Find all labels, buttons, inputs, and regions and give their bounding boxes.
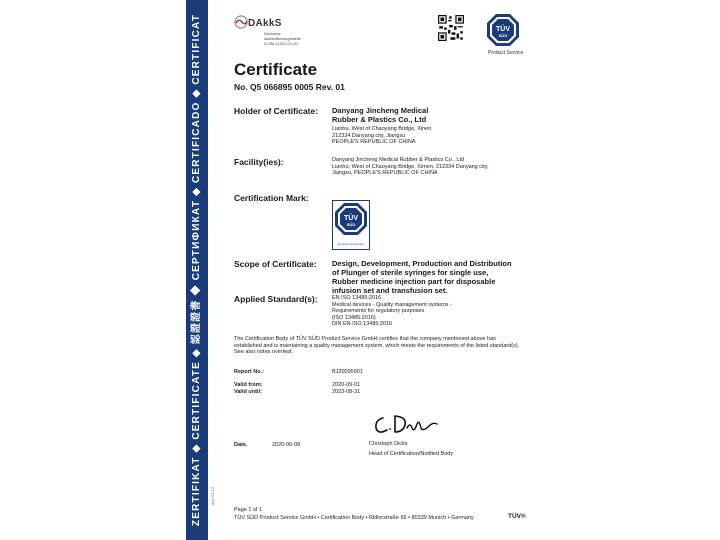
mark-brand-text: TÜV xyxy=(344,215,358,222)
report-label: Report No.: xyxy=(234,369,264,375)
certification-mark-logo xyxy=(332,200,370,250)
valid-from-label: Valid from: xyxy=(234,382,263,388)
dakks-name: DAkkS xyxy=(248,18,282,29)
form-code: A4 / 07.12 xyxy=(210,486,215,505)
report-number: BJ20095901 xyxy=(332,369,363,375)
qr-code-icon xyxy=(438,15,464,41)
footer-tuv-brand: TÜV® xyxy=(508,513,526,520)
scope-line: Rubber medicine injection part for disposable xyxy=(332,277,496,286)
mark-sub-text: SÜD xyxy=(346,222,356,227)
tuv-sub-text: SÜD xyxy=(498,33,508,38)
valid-from-date: 2020-09-01 xyxy=(332,382,361,388)
signer-name: Christoph Dicks xyxy=(369,441,408,447)
standard-line: Medical devices - Quality management systems - xyxy=(332,301,452,308)
footer-address: TÜV SÜD Product Service GmbH • Certification Body • Ridlerstraße 65 • 80339 Munich • Germany xyxy=(234,515,474,521)
mark-url-text: tuv-sud.com/ps-cert xyxy=(337,242,365,246)
multilingual-side-band xyxy=(186,0,208,540)
tuv-sud-octagon-logo xyxy=(486,13,520,47)
standard-line: DIN EN ISO 13485:2016 xyxy=(332,321,393,327)
dakks-line-2: Akkreditierungsstelle xyxy=(264,36,301,41)
scope-line: Design, Development, Production and Distribution xyxy=(332,259,512,268)
page-count: Page 1 of 1 xyxy=(234,507,263,513)
facility-line: Lianhu, West of Chaoyang Bridge, Ximen, 212334 Danyang city, xyxy=(332,163,489,170)
valid-until-label: Valid until: xyxy=(234,389,262,395)
holder-address-line: Lianhu, West of Chaoyang Bridge, Xinen xyxy=(332,126,432,132)
scope-label: Scope of Certificate: xyxy=(234,259,317,269)
certificate-number: No. Q5 066895 0005 Rev. 01 xyxy=(234,82,345,92)
valid-until-date: 2023-08-31 xyxy=(332,389,361,395)
dakks-line-1: Deutsche xyxy=(264,31,281,36)
standard-line: (ISO 13485:2016) xyxy=(332,314,376,321)
holder-label: Holder of Certificate: xyxy=(234,106,319,116)
standard-line: Requirements for regulatory purposes xyxy=(332,308,425,314)
side-band-text: ZERTIFIKAT ◆ CERTIFICATE ◆ 認證證書 ◆ СЕРТИФИКАТ ◆ CERTIFICADO ◆ CERTIFICAT xyxy=(191,13,202,527)
holder-name-line-2: Rubber & Plastics Co., Ltd xyxy=(332,115,427,124)
handwritten-signature xyxy=(371,410,441,440)
tuv-brand-text: TÜV xyxy=(496,26,510,33)
date-label: Date, xyxy=(234,442,248,448)
scope-line: infusion set and transfusion set. xyxy=(332,286,448,295)
certification-mark-label: Certification Mark: xyxy=(234,193,309,203)
product-service-caption: Product Service xyxy=(488,50,524,56)
facility-line: Danyang Jincheng Medical Rubber & Plastics Co., Ltd xyxy=(332,157,465,163)
scope-line: of Plunger of sterile syringes for single use, xyxy=(332,268,489,277)
dakks-accreditation-number: D-ZM-11321-01-00 xyxy=(264,41,298,46)
dakks-emblem-icon xyxy=(234,15,248,29)
holder-name-line-1: Danyang Jincheng Medical xyxy=(332,106,429,115)
certificate-document xyxy=(186,0,530,540)
standard-line: EN ISO 13485:2016 xyxy=(332,295,382,301)
dakks-logo xyxy=(234,13,306,45)
facility-label: Facility(ies): xyxy=(234,157,284,167)
standards-label: Applied Standard(s): xyxy=(234,294,318,304)
holder-address-line: PEOPLE'S REPUBLIC OF CHINA xyxy=(332,139,416,145)
issue-date: 2020-06-08 xyxy=(272,442,301,448)
signer-title: Head of Certification/Notified Body xyxy=(369,451,454,457)
certification-statement: The Certification Body of TÜV SÜD Product Service GmbH certifies that the company mentioned above has established and is maintaining a quality management system, which meets the requirements of the listed standard(s). See also notes overleaf. xyxy=(234,336,520,355)
page-title: Certificate xyxy=(234,60,318,79)
holder-address-line: 212334 Danyang city, Jiangsu xyxy=(332,132,406,139)
facility-line: Jiangsu, PEOPLE'S REPUBLIC OF CHINA xyxy=(332,170,438,176)
